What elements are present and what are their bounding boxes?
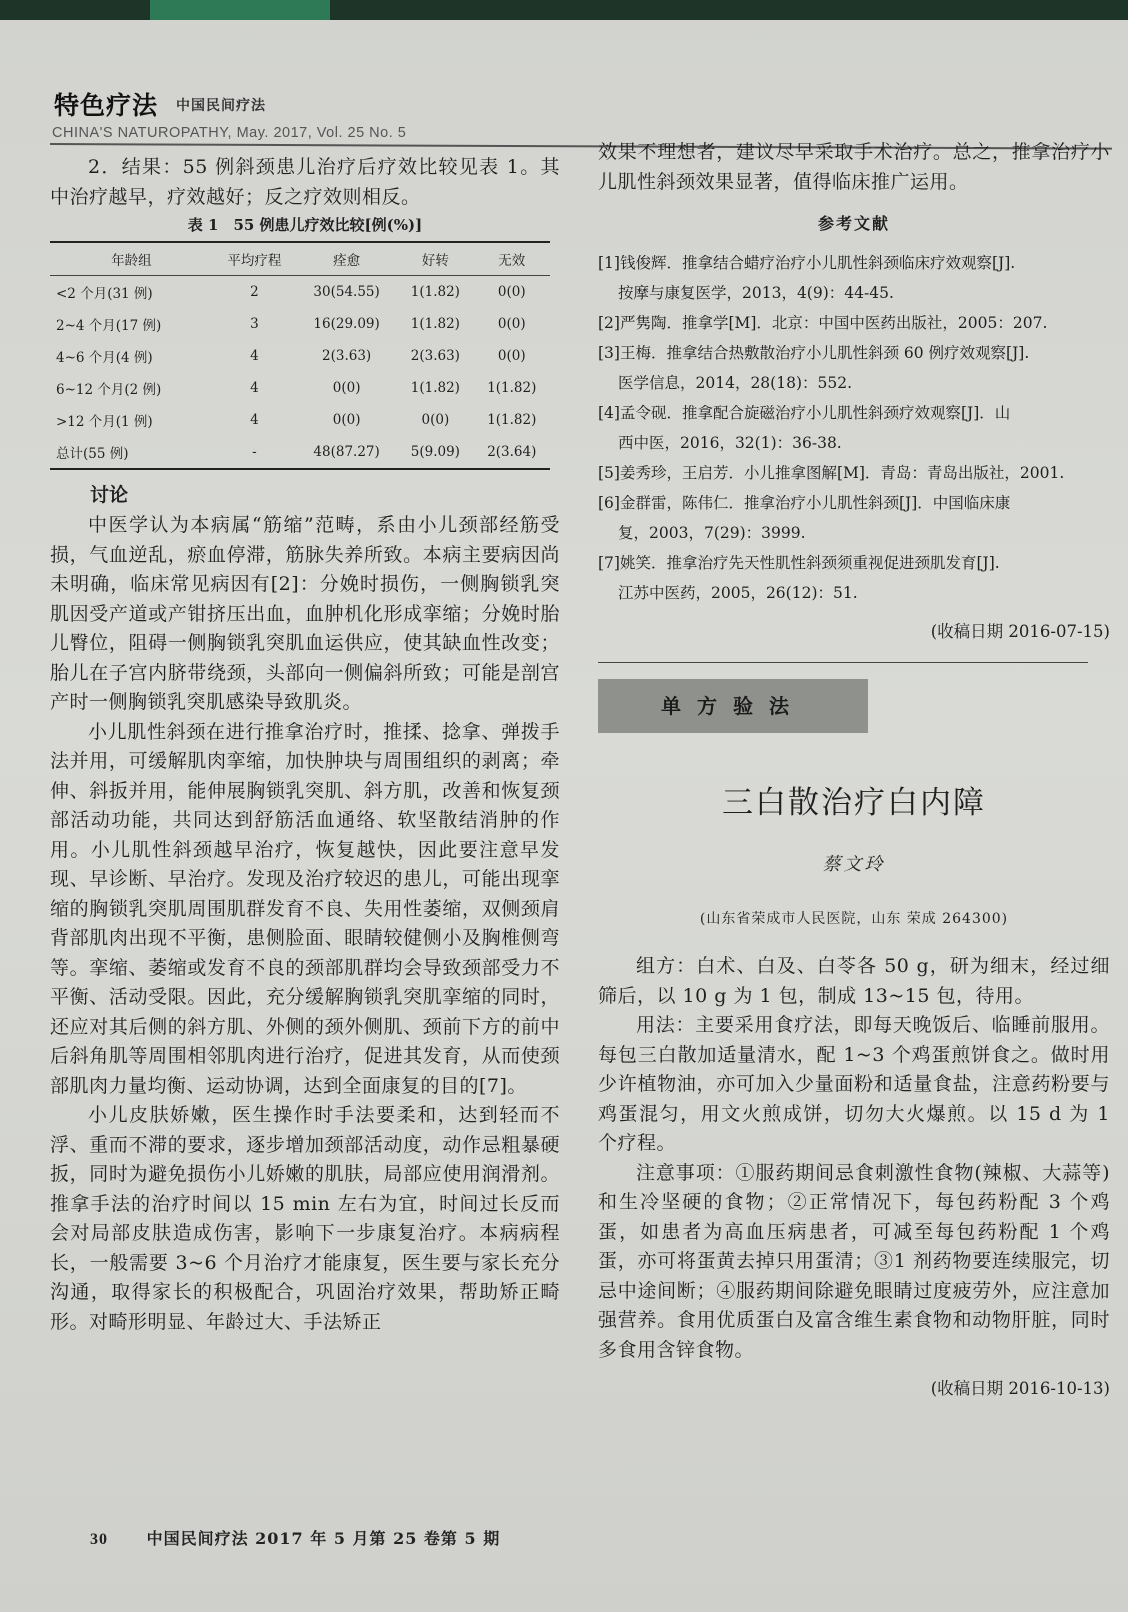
reference-line: [1]钱俊辉．推拿结合蜡疗治疗小儿肌性斜颈临床疗效观察[J]. xyxy=(598,254,1016,272)
table-cell: 2 xyxy=(250,284,259,300)
reference-line: 复，2003，7(29)：3999. xyxy=(618,524,806,542)
table-cell: 1(1.82) xyxy=(410,316,460,332)
reference-item xyxy=(598,248,1110,308)
right-column xyxy=(598,138,1110,1399)
article-title: 三白散治疗白内障 xyxy=(722,785,986,821)
reference-line: [6]金群雷，陈伟仁．推拿治疗小儿肌性斜颈[J]．中国临床康 xyxy=(598,494,1011,512)
received-date: (收稿日期 2016-07-15) xyxy=(930,622,1110,641)
table-cell: 4 xyxy=(250,380,259,396)
column-tag: 单方验法 xyxy=(598,679,868,733)
table-cell: 2(3.63) xyxy=(410,348,460,364)
article-body xyxy=(598,952,1110,1365)
reference-item xyxy=(598,398,1110,458)
reference-line: 西中医，2016，32(1)：36-38. xyxy=(618,434,842,452)
reference-item xyxy=(598,308,1110,338)
table-cell: 0(0) xyxy=(497,284,526,300)
page-footer xyxy=(90,1526,500,1549)
page-number: 30 xyxy=(90,1531,108,1548)
table-cell: 2(3.64) xyxy=(474,436,550,469)
table-cell: 0(0) xyxy=(332,380,361,396)
table-cell: 1(1.82) xyxy=(410,284,460,300)
references-heading: 参考文献 xyxy=(817,214,890,233)
journal-name-en: CHINA'S NATUROPATHY, May. 2017, Vol. 25 No. 5 xyxy=(52,125,407,141)
left-column xyxy=(50,153,560,1337)
usage-paragraph: 用法：主要采用食疗法，即每天晚饭后、临睡前服用。每包三白散加适量清水，配 1~3 个鸡蛋煎饼食之。做时用少许植物油，亦可加入少量面粉和适量食盐，注意药粉要与鸡蛋混匀，用文火煎成饼，切勿大火爆煎。以 15 d 为 1 个疗程。 xyxy=(598,1014,1110,1154)
article-divider xyxy=(598,662,1088,663)
results-paragraph: 2．结果：55 例斜颈患儿治疗后疗效比较见表 1。其中治疗越早，疗效越好；反之疗效则相反。 xyxy=(50,156,560,208)
journal-issue: 中国民间疗法 2017 年 5 月第 25 卷第 5 期 xyxy=(146,1529,501,1548)
top-green-band xyxy=(150,0,330,20)
table-cell: 1(1.82) xyxy=(487,412,537,428)
table-cell: 30(54.55) xyxy=(313,284,380,300)
reference-line: [7]姚笑．推拿治疗先天性肌性斜颈须重视促进颈肌发育[J]. xyxy=(598,554,1000,572)
table-row xyxy=(50,372,550,404)
table-cell: 0(0) xyxy=(421,412,450,428)
reference-item xyxy=(598,458,1110,488)
reference-item xyxy=(598,488,1110,548)
table-row xyxy=(50,308,550,340)
table-cell: 48(87.27) xyxy=(296,436,397,469)
reference-item xyxy=(598,338,1110,398)
table-cell: 16(29.09) xyxy=(313,316,380,332)
reference-line: 江苏中医药，2005，26(12)：51. xyxy=(618,584,858,602)
table-header: 无效 xyxy=(474,242,550,276)
reference-line: 按摩与康复医学，2013，4(9)：44-45. xyxy=(618,284,894,302)
table-header: 好转 xyxy=(397,242,473,276)
reference-line: [5]姜秀珍，王启芳．小儿推拿图解[M]．青岛：青岛出版社，2001. xyxy=(598,464,1065,482)
table-cell: 0(0) xyxy=(497,348,526,364)
table-cell: 5(9.09) xyxy=(397,436,473,469)
table-cell: 6~12 个月(2 例) xyxy=(56,382,162,398)
table-cell: <2 个月(31 例) xyxy=(56,286,153,302)
table-cell: 0(0) xyxy=(332,412,361,428)
table-cell: 4 xyxy=(250,348,259,364)
discussion-heading: 讨论 xyxy=(90,484,129,506)
table-cell: 1(1.82) xyxy=(487,380,537,396)
table-cell: 3 xyxy=(250,316,259,332)
reference-line: [2]严隽陶．推拿学[M]．北京：中国中医药出版社，2005：207. xyxy=(598,314,1048,332)
table-cell: - xyxy=(213,436,296,469)
table-cell: 1(1.82) xyxy=(410,380,460,396)
table-row xyxy=(50,276,550,309)
table-cell: 0(0) xyxy=(497,316,526,332)
author-name: 蔡文玲 xyxy=(822,854,886,875)
reference-line: 医学信息，2014，28(18)：552. xyxy=(618,374,852,392)
table-header-row xyxy=(50,242,550,276)
continued-paragraph: 效果不理想者，建议尽早采取手术治疗。总之，推拿治疗小儿肌性斜颈效果显著，值得临床推广运用。 xyxy=(598,141,1110,193)
received-date: (收稿日期 2016-10-13) xyxy=(930,1379,1110,1398)
table-row xyxy=(50,340,550,372)
reference-list xyxy=(598,248,1110,608)
section-title: 特色疗法 xyxy=(54,91,159,120)
reference-item xyxy=(598,548,1110,608)
formula-paragraph: 组方：白术、白及、白苓各 50 g，研为细末，经过细筛后，以 10 g 为 1 包，制成 13~15 包，待用。 xyxy=(598,955,1110,1007)
notes-paragraph: 注意事项：①服药期间忌食刺激性食物(辣椒、大蒜等)和生冷坚硬的食物；②正常情况下，每包药粉配 3 个鸡蛋，如患者为高血压病患者，可减至每包药粉配 1 个鸡蛋，亦可将蛋黄去掉只用蛋清；③1 剂药物要连续服完，切忌中途间断；④服药期间除避免眼睛过度疲劳外，应注意加强营养。食用优质蛋白及富含维生素食物和动物肝脏，同时多食用含锌食物。 xyxy=(598,1161,1110,1361)
table-header: 平均疗程 xyxy=(213,242,296,276)
table-header: 年龄组 xyxy=(50,242,213,276)
table-cell: 2~4 个月(17 例) xyxy=(56,318,162,334)
table-cell: 2(3.63) xyxy=(322,348,372,364)
table-cell: 总计(55 例) xyxy=(50,436,213,469)
table-row xyxy=(50,404,550,436)
discussion-paragraph: 小儿肌性斜颈在进行推拿治疗时，推揉、捻拿、弹拨手法并用，可缓解肌肉挛缩，加快肿块与周围组织的剥离；牵伸、斜扳并用，能伸展胸锁乳突肌、斜方肌，改善和恢复颈部活动功能，共同达到舒筋活血通络、软坚散结消肿的作用。小儿肌性斜颈越早治疗，恢复越快，因此要注意早发现、早诊断、早治疗。发现及治疗较迟的患儿，可能出现挛缩的胸锁乳突肌周围肌群发育不良、失用性萎缩，双侧颈肩背部肌肉出现不平衡，患侧脸面、眼睛较健侧小及胸椎侧弯等。挛缩、萎缩或发育不良的颈部肌群均会导致颈部受力不平衡、活动受限。因此，充分缓解胸锁乳突肌挛缩的同时，还应对其后侧的斜方肌、外侧的颈外侧肌、颈前下方的前中后斜角肌等周围相邻肌肉进行治疗，促进其发育，从而使颈部肌肉力量均衡、运动协调，达到全面康复的目的[7]。 xyxy=(50,720,560,1097)
discussion-paragraph: 中医学认为本病属“筋缩”范畴，系由小儿颈部经筋受损，气血逆乱，瘀血停滞，筋脉失养所致。本病主要病因尚未明确，临床常见病因有[2]：分娩时损伤，一侧胸锁乳突肌因受产道或产钳挤压出血，血肿机化形成挛缩；分娩时胎儿臀位，阻碍一侧胸锁乳突肌血运供应，使其缺血性改变；胎儿在子宫内脐带绕颈，头部向一侧偏斜所致；可能是剖宫产时一侧胸锁乳突肌感染导致肌炎。 xyxy=(50,514,560,713)
table-caption: 表 1 55 例患儿疗效比较[例(%)] xyxy=(187,216,423,234)
author-affiliation: (山东省荣成市人民医院，山东 荣成 264300) xyxy=(699,911,1009,927)
table-cell: 4~6 个月(4 例) xyxy=(56,350,153,366)
reference-line: [4]孟令砚．推拿配合旋磁治疗小儿肌性斜颈疗效观察[J]．山 xyxy=(598,404,1011,422)
results-table xyxy=(50,241,550,470)
reference-line: [3]王梅．推拿结合热敷散治疗小儿肌性斜颈 60 例疗效观察[J]. xyxy=(598,344,1030,362)
top-color-strip xyxy=(0,0,1128,20)
table-header: 痊愈 xyxy=(296,242,397,276)
table-row xyxy=(50,436,550,469)
journal-name-cn: 中国民间疗法 xyxy=(176,98,266,114)
table-cell: 4 xyxy=(250,412,259,428)
table-cell: >12 个月(1 例) xyxy=(56,414,153,430)
discussion-paragraph: 小儿皮肤娇嫩，医生操作时手法要柔和，达到轻而不浮、重而不滞的要求，逐步增加颈部活动度，动作忌粗暴硬扳，同时为避免损伤小儿娇嫩的肌肤，局部应使用润滑剂。推拿手法的治疗时间以 15 min 左右为宜，时间过长反而会对局部皮肤造成伤害，影响下一步康复治疗。本病病程长，一般需要 3~6 个月治疗才能康复，医生要与家长充分沟通，取得家长的积极配合，巩固治疗效果，帮助矫正畸形。对畸形明显、年龄过大、手法矫正 xyxy=(50,1104,560,1333)
